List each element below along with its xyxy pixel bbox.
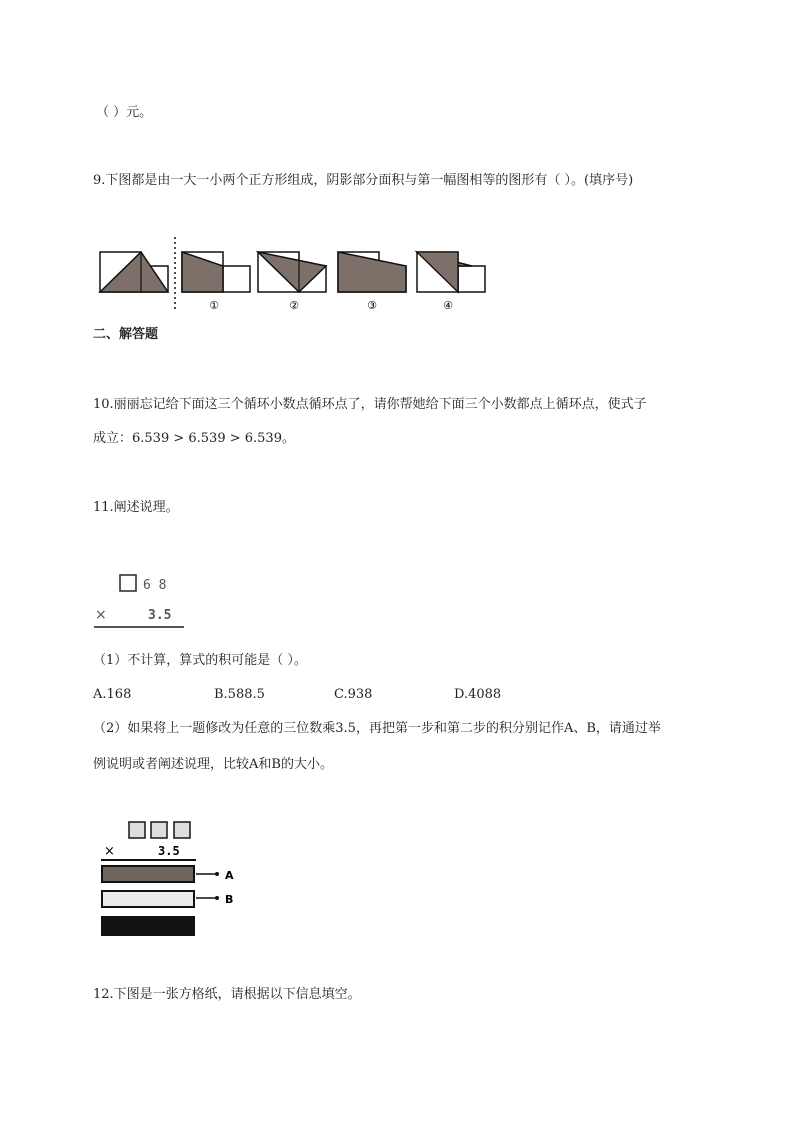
q11-sub1: （1）不计算，算式的积可能是（ ）。 (93, 653, 307, 668)
q10-line2: 成立：6.539 > 6.539 > 6.539。 (93, 431, 295, 446)
q11-sub2-line1: （2）如果将上一题修改为任意的三位数乘3.5，再把第一步和第二步的积分别记作A、B，请通过举 (93, 721, 661, 736)
q11-multiplication-figure (92, 570, 192, 630)
q10-line1: 10.丽丽忘记给下面这三个循环小数点循环点了，请你帮她给下面三个小数都点上循环点，使式子 (93, 397, 647, 412)
result-bar (102, 917, 194, 935)
q9-figure-1 (182, 252, 250, 292)
q9-label-3: ③ (367, 299, 377, 312)
label-a: A (225, 869, 234, 882)
q9-text: 9.下图都是由一大一小两个正方形组成，阴影部分面积与第一幅图相等的图形有（ ）。(填序号) (93, 173, 634, 188)
digit-box (120, 575, 136, 591)
q11-option-b: B.588.5 (214, 687, 265, 702)
q9-figure (95, 237, 515, 317)
step-a-bar (102, 866, 194, 882)
q11-fig2-op: × (104, 844, 115, 859)
q12-text: 12.下图是一张方格纸，请根据以下信息填空。 (93, 987, 361, 1002)
q9-reference-figure (100, 252, 168, 292)
q9-figure-4 (417, 252, 485, 292)
label-b: B (225, 893, 234, 906)
q9-figure-3 (338, 252, 406, 292)
q9-label-4: ④ (443, 299, 453, 312)
section-title: 二、解答题 (93, 327, 159, 342)
q11-title: 11.阐述说理。 (93, 500, 179, 515)
step-b-bar (102, 891, 194, 907)
digit-box-2 (151, 822, 167, 838)
q8-tail: （ ）元。 (96, 105, 153, 120)
q11-fig1-op: × (95, 607, 107, 623)
q11-option-c: C.938 (334, 687, 373, 702)
digit-box-3 (174, 822, 190, 838)
q11-option-a: A.168 (93, 687, 132, 702)
digit-box-1 (129, 822, 145, 838)
q9-figure-2 (258, 252, 326, 292)
q9-label-1: ① (209, 299, 219, 312)
q11-option-d: D.4088 (454, 687, 502, 702)
q11-fig2-multiplier: 3.5 (158, 844, 180, 858)
q9-label-2: ② (289, 299, 299, 312)
q11-fig1-digits: 6 8 (143, 578, 167, 593)
q11-sub2-line2: 例说明或者阐述说理，比较A和B的大小。 (93, 757, 333, 772)
q11-step-figure (98, 818, 248, 943)
q11-fig1-multiplier: 3.5 (148, 608, 172, 623)
